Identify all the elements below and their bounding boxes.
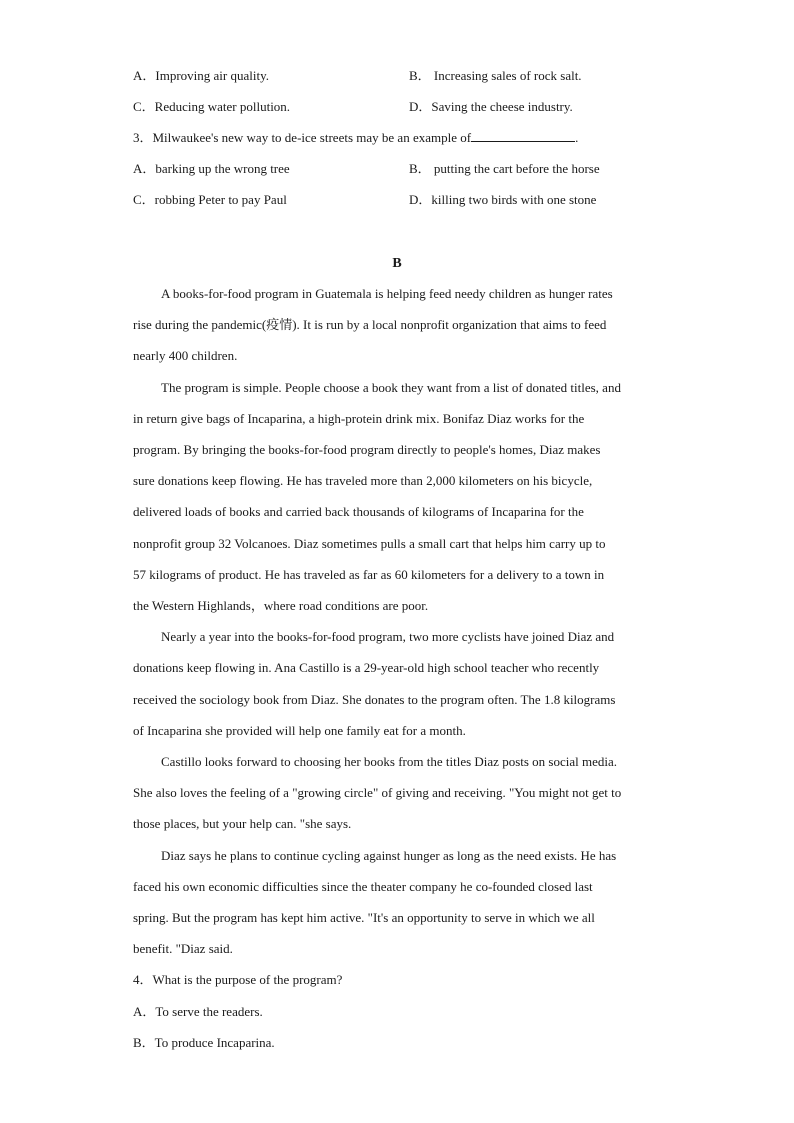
section-title: B xyxy=(392,256,402,271)
passage-line: Diaz says he plans to continue cycling against hunger as long as the need exists. He has xyxy=(161,848,617,863)
q4-stem: 4．What is the purpose of the program? xyxy=(133,972,343,987)
q3-option-d: D．killing two birds with one stone xyxy=(409,192,597,207)
passage-line: Nearly a year into the books-for-food program, two more cyclists have joined Diaz and xyxy=(161,629,615,644)
q4-option-b: B．To produce Incaparina. xyxy=(133,1035,275,1050)
q3-answer-blank xyxy=(471,130,575,142)
q2-option-d: D．Saving the cheese industry. xyxy=(409,99,573,114)
q2-option-a: A．Improving air quality. xyxy=(133,68,269,83)
passage-line: nonprofit group 32 Volcanoes. Diaz sometimes pulls a small cart that helps him carry up to xyxy=(133,536,606,551)
q2-option-c: C．Reducing water pollution. xyxy=(133,99,291,114)
passage-line: delivered loads of books and carried back thousands of kilograms of Incaparina for the xyxy=(133,504,584,519)
passage-line: benefit. "Diaz said. xyxy=(133,941,233,956)
q3-stem-end: . xyxy=(575,130,579,145)
passage-line: in return give bags of Incaparina, a high-protein drink mix. Bonifaz Diaz works for the xyxy=(133,411,585,426)
passage-line: received the sociology book from Diaz. She donates to the program often. The 1.8 kilograms xyxy=(133,692,616,707)
passage-line: 57 kilograms of product. He has traveled as far as 60 kilometers for a delivery to a town in xyxy=(133,567,605,582)
passage-line: nearly 400 children. xyxy=(133,348,238,363)
passage-line: A books-for-food program in Guatemala is helping feed needy children as hunger rates xyxy=(161,286,613,301)
passage-line: those places, but your help can. "she says. xyxy=(133,816,352,831)
q3-option-a: A．barking up the wrong tree xyxy=(133,161,290,176)
passage-line: spring. But the program has kept him active. "It's an opportunity to serve in which we all xyxy=(133,910,595,925)
q4-option-a: A．To serve the readers. xyxy=(133,1004,263,1019)
passage-line: program. By bringing the books-for-food program directly to people's homes, Diaz makes xyxy=(133,442,601,457)
passage-line: rise during the pandemic(疫情). It is run by a local nonprofit organization that aims to feed xyxy=(133,317,607,332)
passage-line: The program is simple. People choose a book they want from a list of donated titles, and xyxy=(161,380,621,395)
passage-line: donations keep flowing in. Ana Castillo is a 29-year-old high school teacher who recently xyxy=(133,660,600,675)
passage-line: of Incaparina she provided will help one family eat for a month. xyxy=(133,723,466,738)
q2-option-b: B． Increasing sales of rock salt. xyxy=(409,68,582,83)
passage-line: faced his own economic difficulties since the theater company he co-founded closed last xyxy=(133,879,593,894)
q3-stem xyxy=(133,130,578,146)
q3-option-b: B． putting the cart before the horse xyxy=(409,161,600,176)
q3-stem-text: 3．Milwaukee's new way to de-ice streets may be an example of xyxy=(133,130,472,145)
q3-option-c: C．robbing Peter to pay Paul xyxy=(133,192,287,207)
passage-line: sure donations keep flowing. He has traveled more than 2,000 kilometers on his bicycle, xyxy=(133,473,593,488)
passage-line: Castillo looks forward to choosing her books from the titles Diaz posts on social media. xyxy=(161,754,618,769)
passage-line: She also loves the feeling of a "growing circle" of giving and receiving. "You might not get to xyxy=(133,785,622,800)
passage-line: the Western Highlands，where road conditions are poor. xyxy=(133,598,429,613)
